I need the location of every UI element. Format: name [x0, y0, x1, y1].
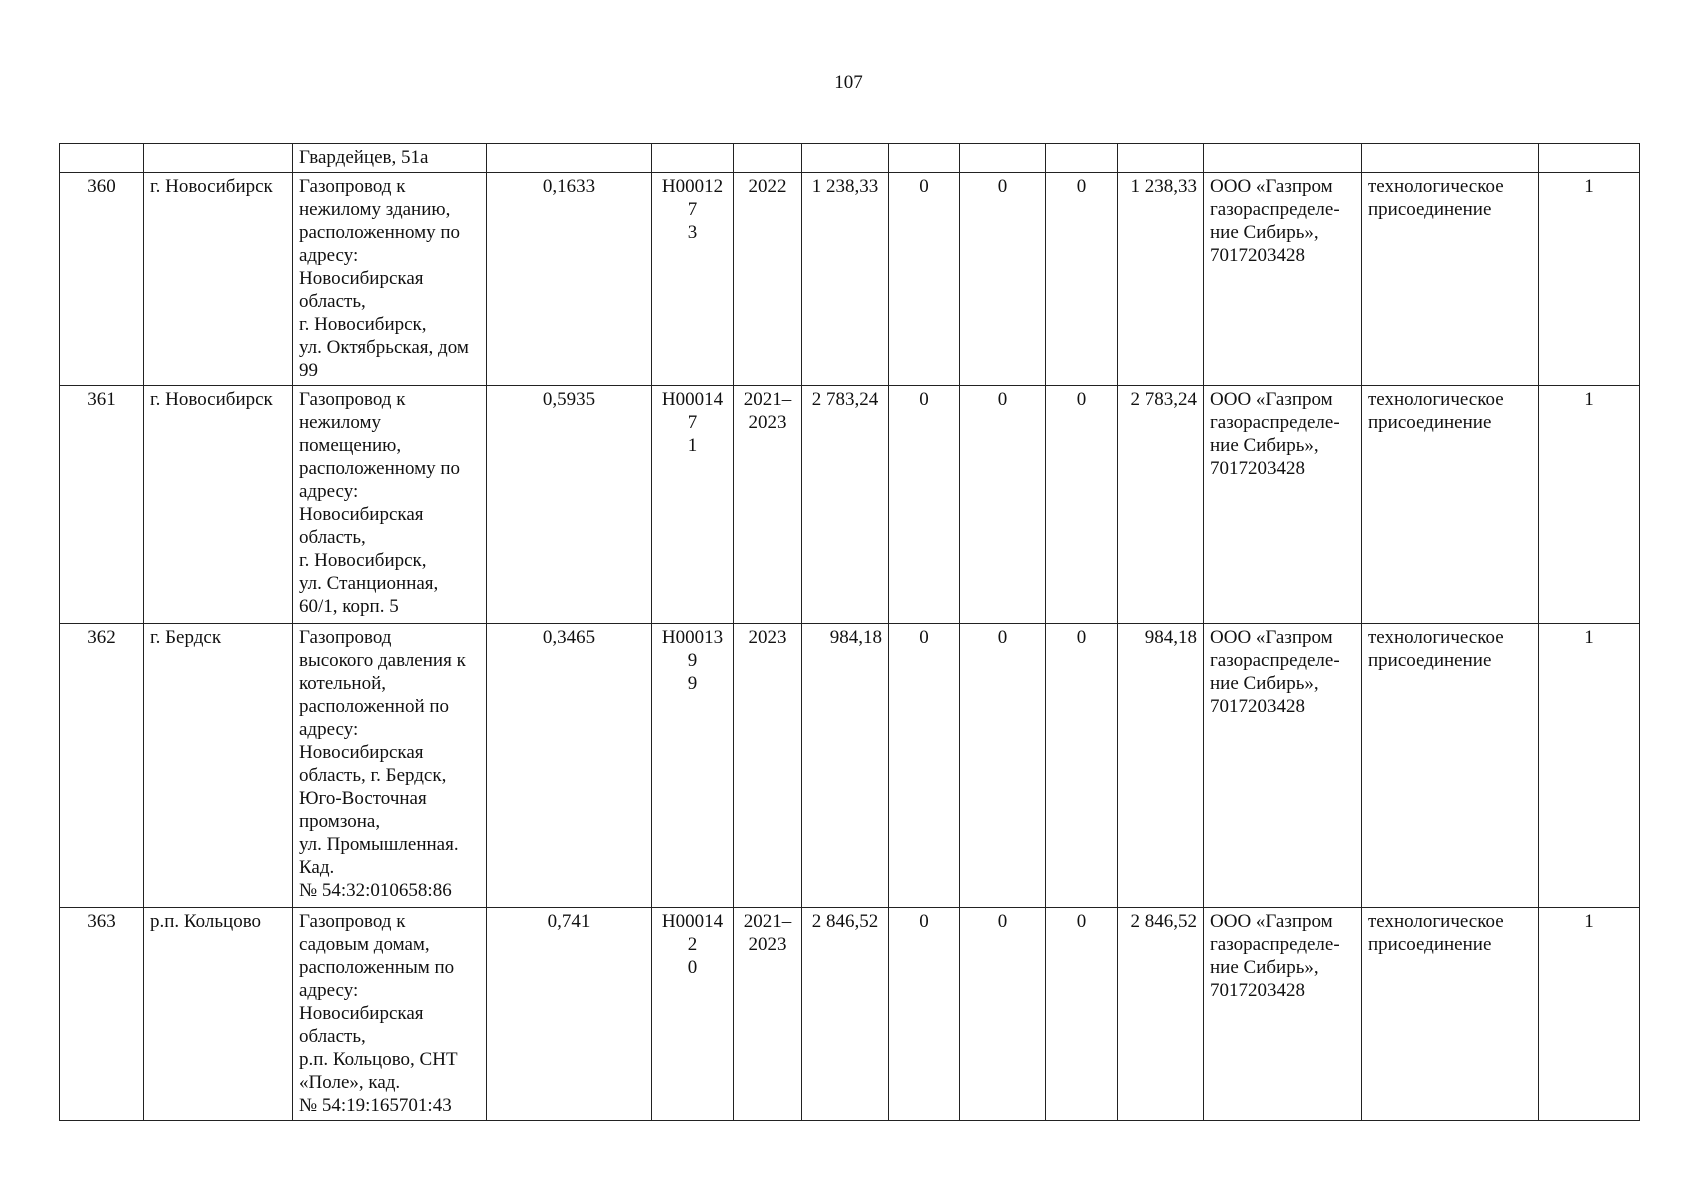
cell-locality	[144, 144, 293, 173]
cell-v2: 0	[960, 386, 1046, 624]
cell-description: Газопровод высокого давления к котельной, расположенной по адресу: Новосибирская область, г. Бердск, Юго-Восточная промзона, ул. Промышленная. Кад. № 54:32:010658:86	[293, 624, 487, 908]
cell-locality: г. Бердск	[144, 624, 293, 908]
table-row	[60, 173, 1640, 386]
table-row	[60, 624, 1640, 908]
cell-v3: 0	[1046, 624, 1118, 908]
cell-length: 0,741	[487, 908, 652, 1121]
cell-v1: 0	[889, 386, 960, 624]
cell-num	[60, 144, 144, 173]
cell-years: 2022	[734, 173, 802, 386]
cell-purpose: технологическое присоединение	[1362, 624, 1539, 908]
cell-code	[652, 144, 734, 173]
cell-length: 0,5935	[487, 386, 652, 624]
cell-v4: 2 783,24	[1118, 386, 1204, 624]
cell-years	[734, 144, 802, 173]
cell-total: 1 238,33	[802, 173, 889, 386]
cell-count: 1	[1539, 908, 1640, 1121]
cell-org	[1204, 144, 1362, 173]
cell-org: ООО «Газпром газораспределе- ние Сибирь», 7017203428	[1204, 386, 1362, 624]
cell-code: Н000147 1	[652, 386, 734, 624]
table-row-continuation	[60, 144, 1640, 173]
cell-description: Газопровод к нежилому помещению, расположенному по адресу: Новосибирская область, г. Новосибирск, ул. Станционная, 60/1, корп. 5	[293, 386, 487, 624]
cell-count: 1	[1539, 624, 1640, 908]
cell-v4: 1 238,33	[1118, 173, 1204, 386]
cell-count: 1	[1539, 173, 1640, 386]
cell-purpose: технологическое присоединение	[1362, 908, 1539, 1121]
cell-v3: 0	[1046, 386, 1118, 624]
cell-v2: 0	[960, 173, 1046, 386]
cell-length: 0,3465	[487, 624, 652, 908]
table-row	[60, 908, 1640, 1121]
cell-years: 2021– 2023	[734, 908, 802, 1121]
table-row	[60, 386, 1640, 624]
cell-v4	[1118, 144, 1204, 173]
cell-v3: 0	[1046, 908, 1118, 1121]
cell-locality: г. Новосибирск	[144, 386, 293, 624]
cell-code: Н000139 9	[652, 624, 734, 908]
cell-count: 1	[1539, 386, 1640, 624]
cell-count	[1539, 144, 1640, 173]
cell-v4: 984,18	[1118, 624, 1204, 908]
cell-purpose	[1362, 144, 1539, 173]
page-number: 107	[834, 72, 863, 93]
investment-table	[59, 143, 1640, 1121]
cell-v2: 0	[960, 624, 1046, 908]
cell-locality: р.п. Кольцово	[144, 908, 293, 1121]
cell-num: 361	[60, 386, 144, 624]
cell-locality: г. Новосибирск	[144, 173, 293, 386]
cell-v1: 0	[889, 624, 960, 908]
cell-v2	[960, 144, 1046, 173]
cell-org: ООО «Газпром газораспределе- ние Сибирь», 7017203428	[1204, 624, 1362, 908]
cell-num: 363	[60, 908, 144, 1121]
cell-description: Газопровод к садовым домам, расположенным по адресу: Новосибирская область, р.п. Кольцово, СНТ «Поле», кад. № 54:19:165701:43	[293, 908, 487, 1121]
cell-code: Н000142 0	[652, 908, 734, 1121]
cell-years: 2023	[734, 624, 802, 908]
cell-num: 360	[60, 173, 144, 386]
cell-length	[487, 144, 652, 173]
cell-org: ООО «Газпром газораспределе- ние Сибирь», 7017203428	[1204, 908, 1362, 1121]
cell-v3: 0	[1046, 173, 1118, 386]
cell-v2: 0	[960, 908, 1046, 1121]
cell-description: Газопровод к нежилому зданию, расположенному по адресу: Новосибирская область, г. Новосибирск, ул. Октябрьская, дом 99	[293, 173, 487, 386]
cell-v1: 0	[889, 908, 960, 1121]
cell-total: 2 846,52	[802, 908, 889, 1121]
cell-v3	[1046, 144, 1118, 173]
cell-length: 0,1633	[487, 173, 652, 386]
cell-years: 2021– 2023	[734, 386, 802, 624]
cell-v1: 0	[889, 173, 960, 386]
cell-num: 362	[60, 624, 144, 908]
cell-v4: 2 846,52	[1118, 908, 1204, 1121]
cell-total: 984,18	[802, 624, 889, 908]
cell-v1	[889, 144, 960, 173]
cell-total: 2 783,24	[802, 386, 889, 624]
cell-total	[802, 144, 889, 173]
cell-org: ООО «Газпром газораспределе- ние Сибирь», 7017203428	[1204, 173, 1362, 386]
cell-code: Н000127 3	[652, 173, 734, 386]
cell-purpose: технологическое присоединение	[1362, 173, 1539, 386]
cell-description: Гвардейцев, 51а	[293, 144, 487, 173]
cell-purpose: технологическое присоединение	[1362, 386, 1539, 624]
